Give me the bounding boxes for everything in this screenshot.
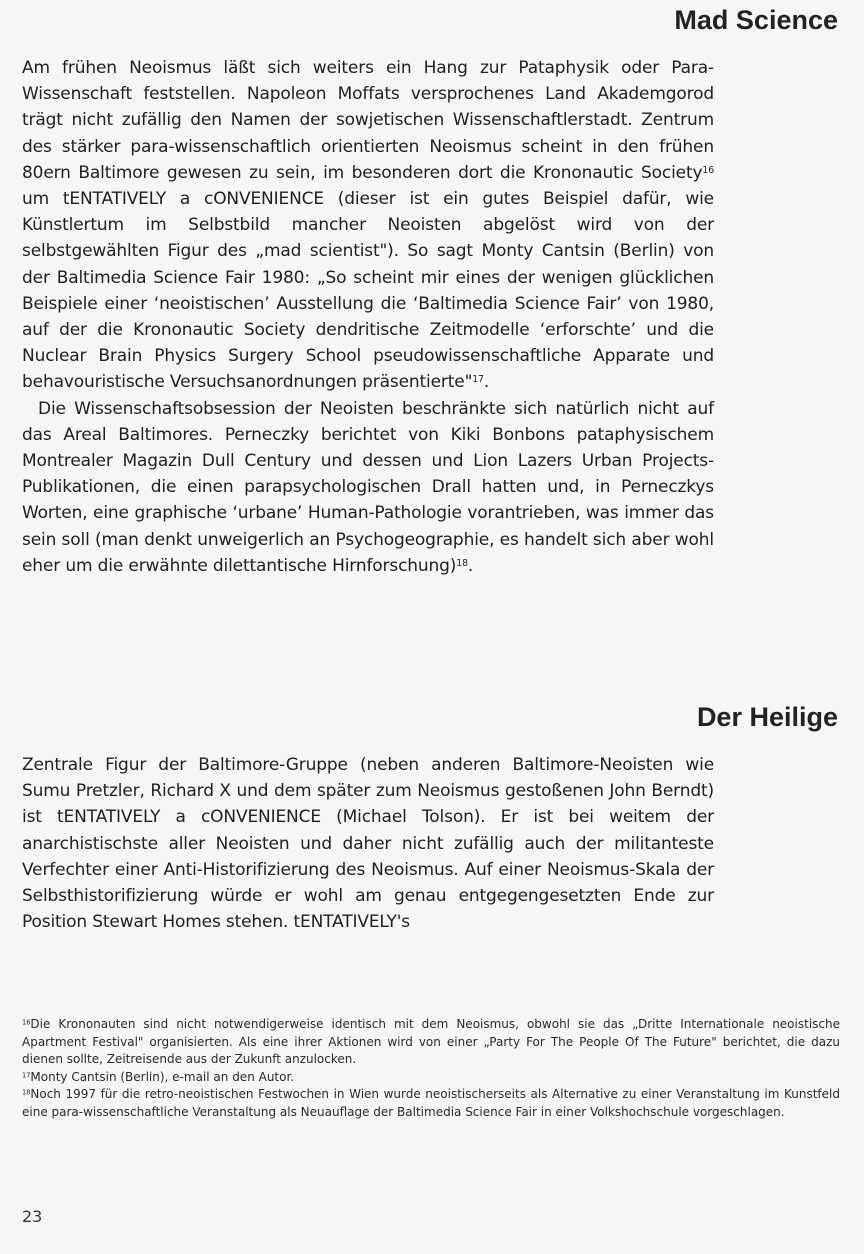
footnote-text: Die Krononauten sind nicht notwendigerweise identisch mit dem Neoismus, obwohl sie das „Dritte Internationale neoistische Apartment Festival" organisierten. Als eine ihrer Aktionen wird von einer „Party For The People Of The Future" berichtet, die dazu dienen sollte, Zeitreisende aus der Zukunft anzulocken. (22, 1017, 840, 1066)
footnote-ref: 16 (702, 164, 714, 176)
paragraph-text: um tENTATIVELY a cONVENIENCE (dieser ist ein gutes Beispiel dafür, wie Künstlertum im Selbstbild mancher Neoisten abgelöst wird von der selbstgewählten Figur des „mad scientist"). So sagt Monty Cantsin (Berlin) von der Baltimedia Science Fair 1980: „So scheint mir eines der wenigen glücklichen Beispiele einer ‘neoistischen’ Ausstellung die ‘Baltimedia Science Fair’ von 1980, auf der die Krononautic Society dendritische Zeitmodelle ‘erforschte’ und die Nuclear Brain Physics Surgery School pseudowissenschaftliche Apparate und behavouristische Versuchsanordnungen präsentierte" (22, 189, 714, 393)
footnote (22, 1069, 840, 1087)
paragraph-text: Die Wissenschaftsobsession der Neoisten beschränkte sich natürlich nicht auf das Areal Baltimores. Perneczky berichtet von Kiki Bonbons pataphysischem Montrealer Magazin Dull Century und dessen und Lion Lazers Urban Projects-Publikationen, die einen parapsychologischen Drall hatten und, in Perneczkys Worten, eine graphische ‘urbane’ Human-Pathologie vorantrieben, was immer das sein soll (man denkt unweigerlich an Psychogeographie, es handelt sich aber wohl eher um die erwähnte dilettantische Hirnforschung) (22, 398, 714, 576)
paragraph (22, 55, 714, 396)
footnote-text: Monty Cantsin (Berlin), e-mail an den Autor. (30, 1069, 295, 1084)
footnote (22, 1016, 840, 1069)
section-heading-mad-science: Mad Science (674, 5, 838, 35)
footnotes (22, 1016, 840, 1121)
paragraph: Zentrale Figur der Baltimore-Gruppe (neben anderen Baltimore-Neoisten wie Sumu Pretzler, Richard X und dem später zum Neoismus gestoßenen John Berndt) ist tENTATIVELY a cONVENIENCE (Michael Tolson). Er ist bei weitem der anarchistischste aller Neoisten und daher nicht zufällig auch der militanteste Verfechter einer Anti-Historifizierung des Neoismus. Auf einer Neoismus-Skala der Selbsthistorifizierung würde er wohl am genau entgegengesetzten Ende zur Position Stewart Homes stehen. tENTATIVELY's (22, 755, 714, 933)
paragraph-text: Am frühen Neoismus läßt sich weiters ein Hang zur Pataphysik oder Para-Wissenschaft feststellen. Napoleon Moffats versprochenes Land Akademgorod trägt nicht zufällig den Namen der sowjetischen Wissenschaftlerstadt. Zentrum des stärker para-wissenschaftlich orientierten Neoismus scheint in den frühen 80ern Baltimore gewesen zu sein, im besonderen dort die Krononautic Society (22, 58, 714, 183)
footnote-text: Noch 1997 für die retro-neoistischen Festwochen in Wien wurde neoistischerseits als Alternative zu einer Veranstaltung im Kunstfeld eine para-wissenschaftliche Veranstaltung als Neuauflage der Baltimedia Science Fair in einer Volkshochschule vorgeschlagen. (22, 1087, 840, 1119)
footnote-ref: 17 (472, 374, 484, 386)
paragraph-text: . (467, 555, 474, 576)
section-heading-der-heilige: Der Heilige (696, 702, 838, 732)
footnote-number: 17 (22, 1070, 31, 1079)
footnote-ref: 18 (456, 557, 468, 569)
section-body-mad-science (22, 55, 714, 579)
section-body-der-heilige (22, 752, 714, 935)
footnote (22, 1086, 840, 1121)
footnote-number: 18 (22, 1088, 31, 1097)
page-number: 23 (22, 1207, 43, 1226)
paragraph-text: . (483, 372, 490, 393)
footnote-number: 16 (22, 1018, 31, 1027)
paragraph (22, 396, 714, 579)
